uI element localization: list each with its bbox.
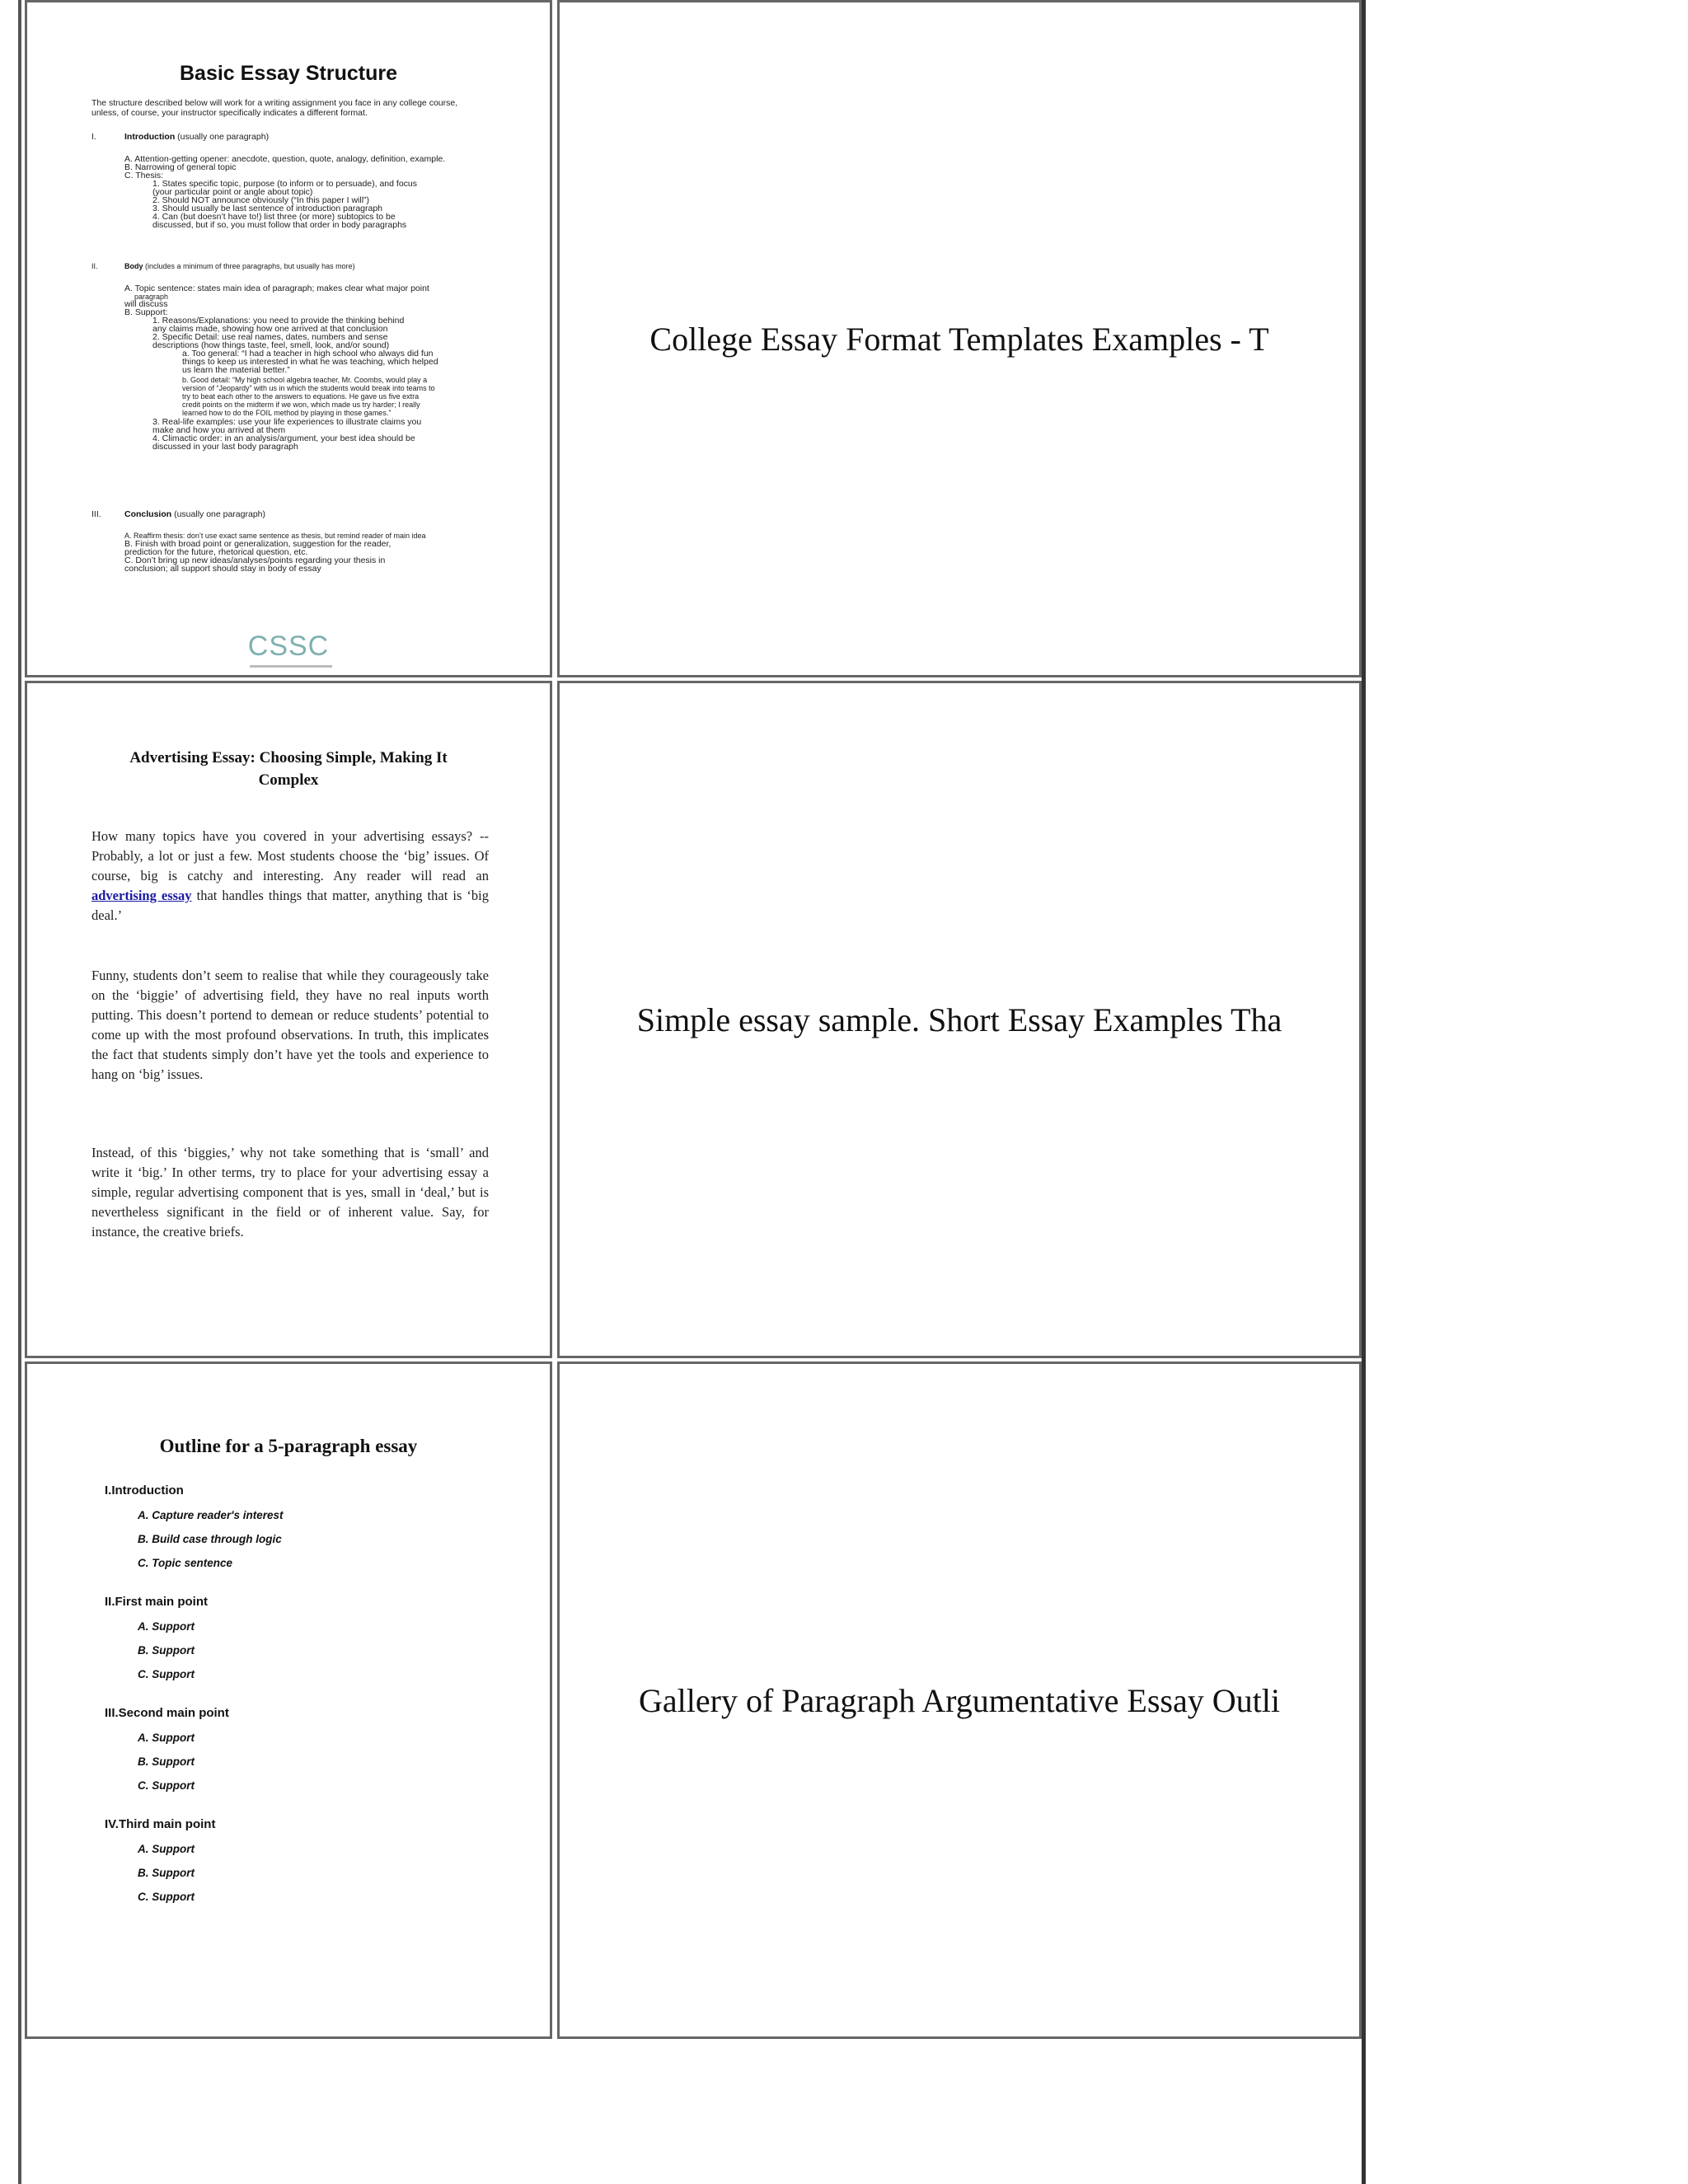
outline-item: C. Support [138, 1779, 195, 1792]
outline-line: version of “Jeopardy” with us in which the students would break into teams to [182, 384, 435, 392]
outline-line: b. Good detail: “My high school algebra teacher, Mr. Coombs, would play a [182, 376, 428, 384]
cssc-logo: CSSC [247, 630, 330, 662]
outline-line: us learn the material better.” [182, 365, 290, 375]
outline-line: A. Topic sentence: states main idea of paragraph; makes clear what major point [124, 284, 429, 293]
gallery-row [25, 681, 1362, 1358]
outline-item: B. Support [138, 1867, 195, 1879]
outline-item: A. Capture reader's interest [138, 1509, 284, 1521]
section-number: I. [91, 132, 96, 142]
outline-line: 2. Specific Detail: use real names, dates, numbers and sense [152, 332, 388, 342]
caption-cell[interactable] [557, 0, 1362, 677]
outline-item: C. Support [138, 1668, 195, 1680]
section-heading: Introduction (usually one paragraph) [124, 132, 270, 142]
outline-line: 2. Should NOT announce obviously (“In this paper I will”) [152, 195, 370, 205]
outline-item: C. Topic sentence [138, 1557, 233, 1569]
page-left-border [18, 0, 21, 2184]
caption-cell[interactable] [557, 1361, 1362, 2039]
doc-title: Outline for a 5-paragraph essay [159, 1436, 418, 1456]
image-caption[interactable]: Gallery of Paragraph Argumentative Essay Outli [639, 1681, 1280, 1719]
doc-paragraph: Instead, of this ‘biggies,’ why not take something that is ‘small’ and write it ‘big.’ In other terms, try to place for your advertising essay a simple, regular advertising component that is yes, small in ‘deal,’ but is nevertheless significant in the field or of inherent value. Say, for instance, the creative briefs. [91, 1145, 489, 1240]
outline-item: B. Support [138, 1644, 195, 1657]
outline-line: prediction for the future, rhetorical question, etc. [124, 547, 308, 557]
doc-paragraph: How many topics have you covered in your advertising essays? -- Probably, a lot or just a few. Most students choose the ‘big’ issues. Of course, big is catchy and interesting. Any reader will read an advertising essay that handles things that matter, anything that is ‘big deal.’ [91, 828, 489, 923]
outline-heading: I.Introduction [105, 1483, 184, 1497]
outline-line: paragraph [134, 293, 169, 301]
outline-heading: III.Second main point [105, 1706, 229, 1720]
outline-line: B. Finish with broad point or generalization, suggestion for the reader, [124, 539, 392, 549]
outline-line: B. Narrowing of general topic [124, 162, 237, 172]
section-heading: Conclusion (usually one paragraph) [124, 509, 265, 519]
outline-heading: IV.Third main point [105, 1817, 216, 1831]
outline-item: B. Support [138, 1755, 195, 1768]
thumbnail-advertising-essay[interactable] [25, 681, 552, 1358]
outline-line: any claims made, showing how one arrived at that conclusion [152, 324, 388, 334]
thumbnail-basic-essay-structure[interactable] [25, 0, 552, 677]
advertising-essay-link[interactable]: advertising essay [91, 888, 192, 903]
outline-line: 1. Reasons/Explanations: you need to provide the thinking behind [152, 316, 405, 326]
outline-line: B. Support: [124, 307, 168, 317]
outline-line: a. Too general: “I had a teacher in high school who always did fun [182, 349, 434, 359]
doc-title: Advertising Essay: Choosing Simple, Making It Complex [129, 749, 448, 789]
outline-line: A. Attention-getting opener: anecdote, question, quote, analogy, definition, example. [124, 154, 446, 164]
outline-line: try to beat each other to the answers to equations. He gave us five extra [182, 392, 420, 401]
outline-line: discussed in your last body paragraph [152, 442, 298, 452]
outline-line: make and how you arrived at them [152, 425, 286, 435]
outline-item: B. Build case through logic [138, 1533, 282, 1545]
outline-item: A. Support [138, 1843, 195, 1855]
outline-item: A. Support [138, 1732, 195, 1744]
outline-line: things to keep us interested in what he was teaching, which helped [182, 357, 438, 367]
outline-heading: II.First main point [105, 1595, 209, 1609]
outline-line: 4. Can (but doesn’t have to!) list three (or more) subtopics to be [152, 212, 396, 222]
outline-line: discussed, but if so, you must follow that order in body paragraphs [152, 220, 407, 230]
outline-line: descriptions (how things taste, feel, smell, look, and/or sound) [152, 340, 390, 350]
outline-item: A. Support [138, 1620, 195, 1633]
image-caption[interactable]: College Essay Format Templates Examples - T [649, 320, 1269, 358]
outline-line: A. Reaffirm thesis: don’t use exact same sentence as thesis, but remind reader of main idea [124, 532, 426, 540]
outline-item: C. Support [138, 1891, 195, 1903]
doc-title: Basic Essay Structure [179, 62, 398, 85]
outline-line: C. Thesis: [124, 171, 164, 180]
outline-line: credit points on the midterm if we won, which made us try harder; I really [182, 401, 420, 409]
section-number: II. [91, 262, 98, 270]
section-heading: Body (includes a minimum of three paragraphs, but usually has more) [124, 262, 355, 270]
document-advertising-essay [27, 683, 550, 1356]
doc-intro: The structure described below will work for a writing assignment you face in any college course, unless, of course, your instructor specifically indicates a different format. [91, 98, 458, 118]
outline-line: will discuss [124, 299, 168, 309]
doc-paragraph: Funny, students don’t seem to realise that while they courageously take on the ‘biggie’ of advertising field, they have no real inputs worth putting. This doesn’t portend to demean or reduce students’ potential to come up with the most profound observations. In truth, this implicates the fact that students simply don’t have yet the tools and experience to hang on ‘big’ issues. [91, 968, 489, 1082]
caption-cell[interactable] [557, 681, 1362, 1358]
outline-line: (your particular point or angle about topic) [152, 187, 313, 197]
gallery-row [25, 0, 1362, 677]
outline-line: conclusion; all support should stay in body of essay [124, 564, 321, 574]
document-basic-essay-structure [27, 2, 550, 675]
image-caption[interactable]: Simple essay sample. Short Essay Examples Tha [636, 1001, 1282, 1038]
outline-line: learned how to do the FOIL method by playing in those games.” [182, 409, 392, 417]
outline-line: 4. Climactic order: in an analysis/argument, your best idea should be [152, 434, 415, 443]
logo-tagline-rule [250, 665, 332, 668]
outline-line: C. Don’t bring up new ideas/analyses/points regarding your thesis in [124, 555, 386, 565]
outline-line: 3. Should usually be last sentence of introduction paragraph [152, 204, 383, 213]
section-number: III. [91, 509, 101, 519]
thumbnail-outline-essay[interactable] [25, 1361, 552, 2039]
outline-line: 3. Real-life examples: use your life experiences to illustrate claims you [152, 417, 422, 427]
outline-line: 1. States specific topic, purpose (to inform or to persuade), and focus [152, 179, 417, 189]
page-right-border [1362, 0, 1366, 2184]
document-outline-5-paragraph [27, 1364, 550, 2036]
gallery-row [25, 1361, 1362, 2039]
